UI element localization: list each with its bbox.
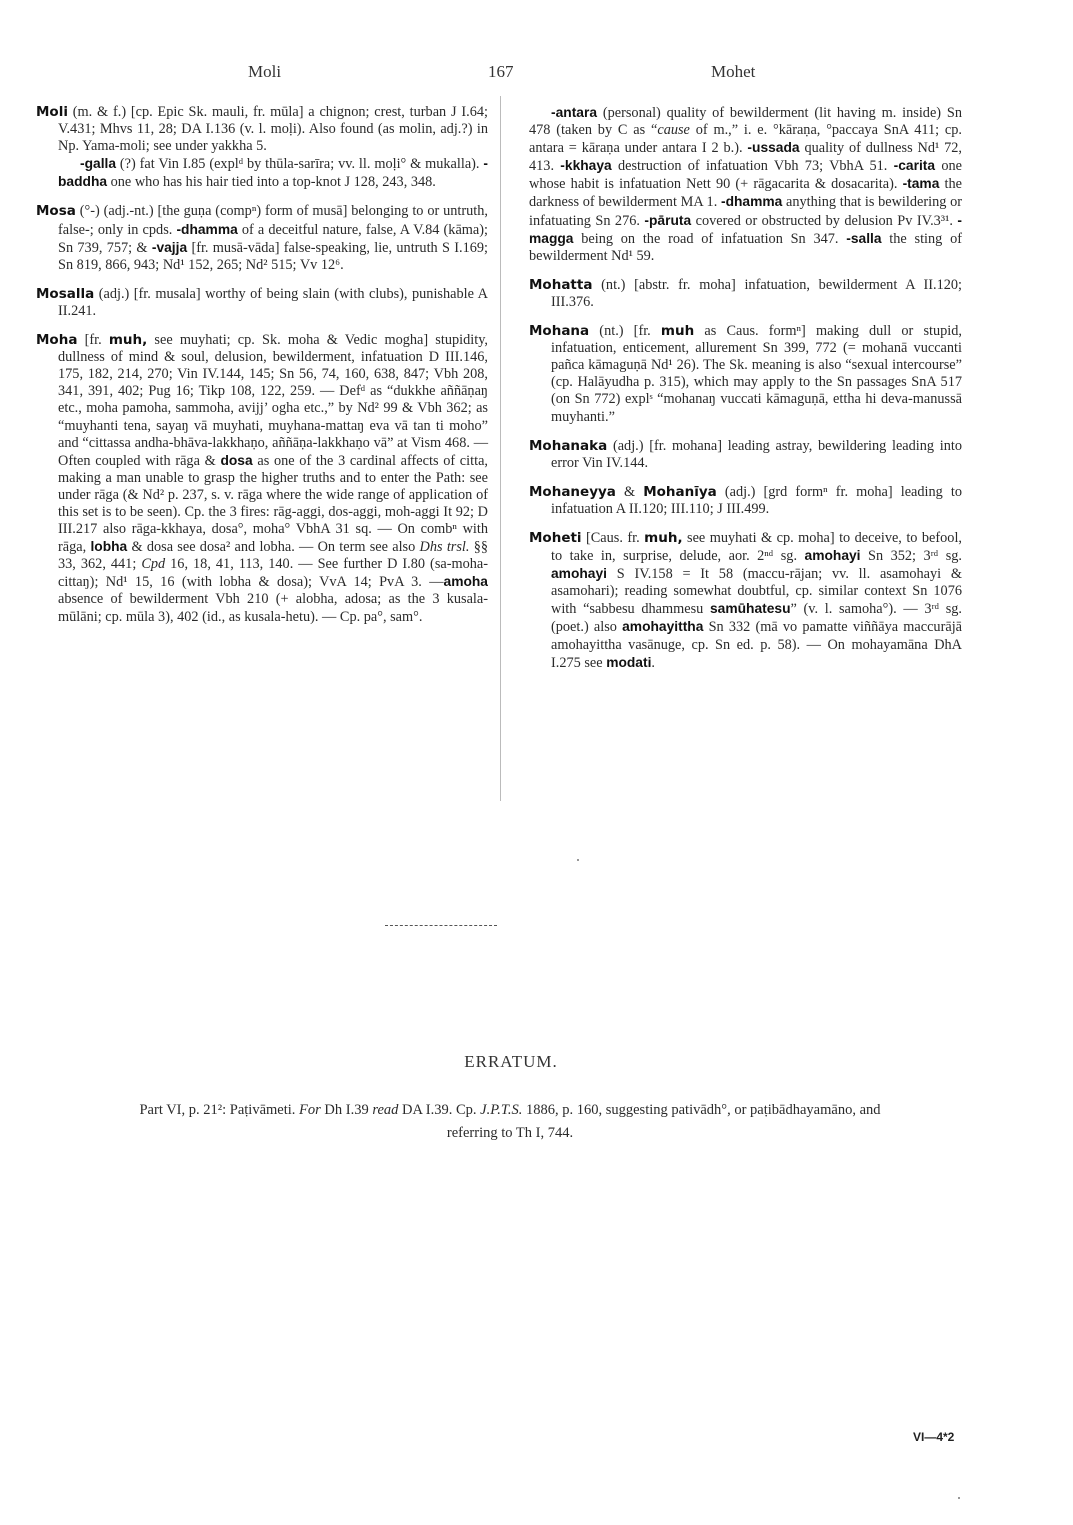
entry-text: being on the road of infatuation Sn 347. (573, 230, 847, 247)
left-column (36, 104, 488, 638)
page-number: 167 (488, 62, 514, 81)
entry-text: §§ 33, 362, 441; (58, 539, 489, 573)
entry-text: 1886, p. 160, suggesting pativādh°, or paṭibādhayamāno, and referring to Th I, 744. (446, 1102, 881, 1141)
entry-text: one who has his hair tied into a top-knot J 128, 243, 348. (107, 174, 436, 191)
bold-term: amohayi (804, 548, 861, 564)
entry-text: (adj.) [fr. mohana] leading astray, bewildering leading into error Vin IV.144. (551, 437, 962, 471)
bold-term: -salla (846, 230, 882, 246)
bold-term: -dhamma (176, 221, 238, 237)
bold-term: dosa (220, 452, 253, 468)
entry-mohana (529, 323, 962, 426)
bold-term: -baddha (58, 156, 488, 190)
headword: muh, (644, 529, 683, 546)
entry-mohanaka (529, 438, 962, 472)
entry-text: (°-) (adj.-nt.) [the guṇa (compⁿ) form of musā] belonging to or untruth, false-; only in cpds. (58, 203, 488, 238)
entry-text: (m. & f.) [cp. Epic Sk. mauli, fr. mūla] a chignon; crest, turban J I.64; V.431; Mhvs 11, 28; DA I.136 (v. l. moḷi). Also found (as molin, adj.?) in Np. Yama-moli; see under yakkha 5. (58, 104, 488, 155)
entry-text: see muyhati & cp. moha] to deceive, to befool, to take in, surprise, delude, aor. 2ⁿᵈ sg. (551, 529, 962, 565)
headword: Mosa (36, 203, 76, 220)
erratum-text (120, 1099, 900, 1145)
entry-text: the sting of bewilderment Nd¹ 59. (529, 230, 963, 264)
entry-text: Part VI, p. 21²: Paṭivāmeti. (139, 1102, 300, 1118)
entry-text: of a deceitful nature, false, A V.84 (kāma); Sn 739, 757; & (58, 221, 488, 256)
entry-text: see muyhati; cp. Sk. moha & Vedic mogha] stupidity, dullness of mind & soul, delusion, bewilderment, infatuation D III.146, 175, 182, 214, 270; Vin IV.144, 145; Sn 56, 74, 160, 638, 847; Vbh 208, 341, 391, 402; Pug 16; Tikp 108, 122, 259. — Defᵈ as “dukkhe aññāṇaŋ etc., moha pamoha, sammoha, avijj’ ogha etc.,” by Nd² 99 & Vbh 362; as “muyhanti tena, sayaŋ vā muyhati, muyhana-mattaŋ eva vā tan ti moho” and “cittassa andha-bhāva-lakkhaṇo, aññāṇa-lakkhaṇo vā” at Vism 468. — Often coupled with rāga & (58, 332, 489, 469)
running-head-left: Moli (248, 62, 282, 81)
entry-text: (?) fat Vin I.85 (explᵈ by thūla-sarīra; vv. ll. moḷi° & mukalla). (116, 156, 484, 173)
bold-term: -carita (893, 158, 936, 174)
entry-mohaneyya (529, 484, 962, 518)
entry-text: one whose habit is infatuation Nett 90 (+ rāgacarita & dosacarita). (529, 158, 962, 193)
entry-moha-compounds (529, 104, 962, 265)
entry-text: (adj.) [fr. musala] worthy of being slain (with clubs), punishable A II.241. (58, 285, 488, 319)
entry-text: covered or obstructed by delusion Pv IV.3³¹. (691, 212, 958, 229)
entry-text: & dosa see dosa² and lobha. — On term see also (127, 539, 420, 556)
running-head-right: Mohet (711, 62, 756, 81)
bold-term: amohayi (551, 566, 607, 582)
entry-text: the darkness of bewilderment MA 1. (529, 176, 962, 211)
bold-term: samūhatesu (709, 601, 791, 617)
entry-moli (36, 104, 488, 191)
bold-term: -antara (551, 105, 598, 120)
entry-text: absence of bewilderment Vbh 210 (+ alobha, adosa; as the 3 kusala-mūlāni; cp. mūla 3), 402 (id., as kusala-hetu). — Cp. pa°, sam°. (58, 591, 488, 625)
entry-text: of m.,” i. e. °kāraṇa, °paccaya SnA 411; cp. antara = kāraṇa under antara I 2 b.). (529, 122, 962, 157)
right-column (529, 104, 962, 684)
entry-text: (nt.) [abstr. fr. moha] infatuation, bewilderment A II.120; III.376. (551, 276, 962, 310)
bold-term: amoha (443, 574, 488, 590)
italic-text: Dhs trsl. (419, 539, 470, 556)
italic-text: Cpd (141, 556, 166, 573)
entry-text: S IV.158 = It 58 (maccu-rājan; vv. ll. asamohayi & asamohari); reading somewhat doubtful, cp. similar context Sn 1076 with “sabbesu dhammesu (551, 566, 962, 618)
entry-text: (personal) quality of bewilderment (lit having m. inside) Sn 478 (taken by C as “ (529, 105, 962, 139)
section-divider (385, 925, 497, 926)
entry-text: ” (v. l. samoha°). — 3ʳᵈ sg. (poet.) also (551, 601, 962, 636)
entry-text: as one of the 3 cardinal affects of citta, making a man unable to grasp the higher truths and to enter the Path: see under rāga (& Nd² p. 237, s. v. rāga where the wide range of application of this set is to be seen). Cp. the 3 fires: rāg-aggi, dos-aggi, moh-aggi It 92; D III.217 also rāga-kkhaya, dosa°, moha° VbhA 31 sq. — On combⁿ with rāga, (58, 452, 488, 556)
printer-mark (958, 1497, 960, 1499)
headword: Mohatta (529, 276, 593, 293)
entry-text: destruction of infatuation Vbh 73; VbhA 51. (611, 158, 894, 175)
signature-mark: VI—4*2 (913, 1430, 955, 1444)
sub-entry (58, 155, 488, 191)
headword: Mohaneyya (529, 483, 616, 500)
bold-term: -magga (529, 212, 962, 246)
entry-text: . (651, 654, 655, 671)
entry-text: (adj.) [grd formⁿ fr. moha] leading to infatuation A II.120; III.110; J III.499. (551, 483, 962, 517)
entry-mosa (36, 203, 488, 273)
entry-text: anything that is bewildering or infatuating Sn 276. (529, 194, 962, 229)
headword: Moli (36, 104, 68, 120)
headword: muh, (108, 332, 148, 349)
entry-text: (nt.) [fr. (589, 323, 661, 340)
italic-text: cause (657, 122, 690, 139)
sub-entry (529, 104, 962, 265)
headword: Moheti (529, 529, 582, 546)
printer-mark (577, 859, 579, 861)
headword: Moha (36, 332, 78, 349)
entry-text: [fr. musā-vāda] false-speaking, lie, untruth S I.169; Sn 819, 866, 943; Nd¹ 152, 265; Nd² 515; Vv 12⁶. (58, 239, 488, 273)
italic-text: J.P.T.S. (480, 1102, 523, 1118)
entry-text: [fr. (77, 332, 109, 349)
erratum-title: ERRATUM. (464, 1052, 558, 1071)
entry-text: [Caus. fr. (581, 529, 645, 546)
headword: Mohana (529, 323, 590, 340)
italic-text: read (372, 1102, 399, 1118)
entry-text: DA I.39. Cp. (398, 1102, 481, 1118)
entry-mohatta (529, 277, 962, 311)
bold-term: -dhamma (720, 194, 783, 210)
bold-term: -tama (902, 176, 940, 192)
bold-term: -ussada (747, 140, 800, 156)
headword: muh (660, 323, 695, 340)
headword: Mohanaka (529, 437, 608, 454)
headword: Mohanīya (643, 483, 717, 500)
bold-term: lobha (90, 539, 128, 555)
bold-term: -galla (80, 156, 117, 172)
column-divider (500, 96, 501, 801)
entry-text: 16, 18, 41, 113, 140. — See further D I.80 (sa-moha-cittaŋ); Nd¹ 15, 16 (with lobha & dosa); VvA 14; PvA 3. — (58, 556, 489, 591)
entry-moha (36, 332, 488, 626)
bold-term: modati (606, 654, 652, 670)
italic-text: For (299, 1102, 321, 1118)
entry-text: Dh I.39 (320, 1102, 373, 1118)
entry-text: as Caus. formⁿ] making dull or stupid, infatuation, enticement, allurement Sn 399, 772 (= mohanā vuccanti pañca kāmaguṇā Nd¹ 26). The Sk. meaning is also “sexual intercourse” (cp. Halāyudha p. 315), which may apply to the Sn passages SnA 517 (on Sn 772) explˢ “mohanaŋ vuccati kāmaguṇā, ettha hi deva-manussā muyhanti.” (551, 323, 963, 425)
entry-text: Sn 332 (mā vo pamatte viññāya maccurājā amohayittha vasānuge, cp. Sn ed. p. 58). — On mohayamāna DhA I.275 see (551, 619, 963, 671)
bold-term: amohayittha (622, 619, 704, 635)
entry-text: & (615, 483, 644, 500)
bold-term: -kkhaya (560, 158, 612, 174)
entry-mosalla (36, 286, 488, 320)
headword: Mosalla (36, 285, 95, 302)
entry-text: quality of dullness Nd¹ 72, 413. (529, 140, 963, 175)
entry-moheti (529, 530, 962, 672)
entry-text: Sn 352; 3ʳᵈ sg. (860, 548, 962, 565)
bold-term: -pāruta (644, 212, 692, 228)
bold-term: -vajja (151, 239, 188, 255)
